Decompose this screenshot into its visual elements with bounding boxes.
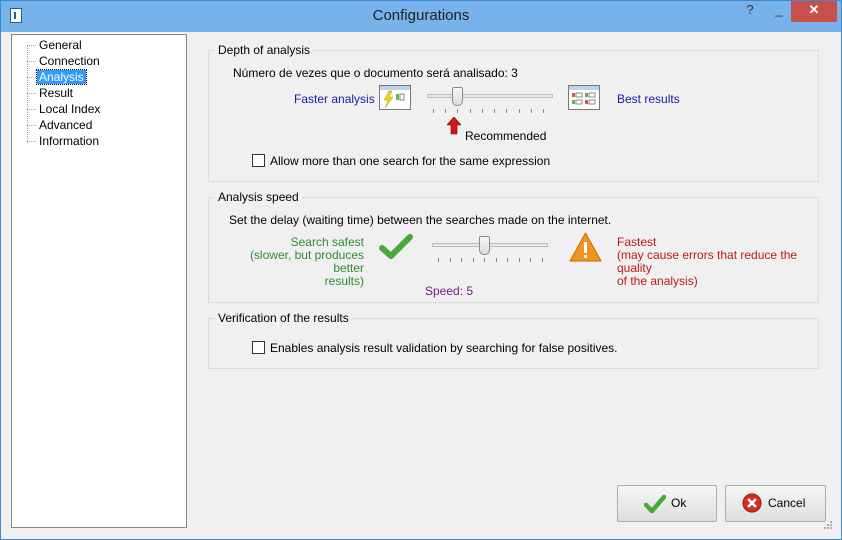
recommended-label: Recommended [465,129,547,143]
dialog-content [8,32,835,534]
window-title: Configurations [372,7,470,24]
tree-item-result[interactable]: Result [27,86,75,102]
best-results-icon [568,85,600,110]
faster-analysis-icon [379,85,411,110]
best-results-label: Best results [617,92,680,106]
slider-tick [484,258,485,262]
slider-tick [473,258,474,262]
slider-tick [445,109,446,113]
slider-tick [531,109,532,113]
tree-item-analysis[interactable]: Analysis [27,70,86,86]
tree-item-connection[interactable]: Connection [27,54,102,70]
speed-value: Speed: 5 [425,284,474,298]
slider-tick [496,258,497,262]
warning-icon [569,232,602,262]
ok-button[interactable] [617,485,717,522]
slider-tick [438,258,439,262]
cancel-button[interactable] [725,485,826,522]
minimize-button[interactable]: _ [775,2,783,17]
verification-legend: Verification of the results [215,311,352,325]
resize-grip-icon[interactable] [823,520,833,530]
title-bar[interactable] [1,1,841,32]
slider-tick [494,109,495,113]
slider-tick [543,109,544,113]
depth-slider-thumb[interactable] [452,87,463,106]
tree-item-general[interactable]: General [27,38,84,54]
validation-label[interactable]: Enables analysis result validation by searching for false positives. [270,341,618,355]
allow-multiple-search-checkbox[interactable] [252,154,265,167]
slider-tick [470,109,471,113]
allow-multiple-search-label[interactable]: Allow more than one search for the same expression [270,154,551,168]
recommended-arrow-icon [447,117,461,135]
cancel-x-icon [741,493,763,513]
fastest-label: Fastest (may cause errors that reduce the quality of the analysis) [617,235,798,288]
checkmark-icon [379,234,413,260]
validation-checkbox[interactable] [252,341,265,354]
slider-tick [542,258,543,262]
help-button[interactable]: ? [746,2,754,17]
depth-description: Número de vezes que o documento será analisado: 3 [233,66,518,80]
slider-tick [457,109,458,113]
slider-tick [507,258,508,262]
tree-item-local-index[interactable]: Local Index [27,102,102,118]
depth-legend: Depth of analysis [215,43,313,57]
slider-tick [530,258,531,262]
speed-legend: Analysis speed [215,190,302,204]
depth-slider-ticks [433,109,543,113]
tree-item-information[interactable]: Information [27,134,101,150]
speed-description: Set the delay (waiting time) between the searches made on the internet. [229,213,612,227]
analysis-speed-group [208,190,819,303]
faster-analysis-label: Faster analysis [294,92,375,106]
slider-tick [519,109,520,113]
verification-group [208,311,819,369]
ok-button-label: Ok [671,496,687,510]
close-button[interactable]: ✕ [791,1,837,22]
cancel-button-label: Cancel [768,496,806,510]
slider-tick [450,258,451,262]
depth-of-analysis-group [208,43,819,182]
tree-item-advanced[interactable]: Advanced [27,118,94,134]
settings-tree [11,34,187,528]
speed-slider-thumb[interactable] [479,236,490,255]
speed-slider-ticks [438,258,542,262]
search-safest-label: Search safest (slower, but produces better results) [249,235,364,288]
depth-slider-track[interactable] [427,94,553,98]
slider-tick [433,109,434,113]
slider-tick [482,109,483,113]
slider-tick [506,109,507,113]
check-icon [644,494,666,514]
slider-tick [461,258,462,262]
slider-tick [519,258,520,262]
